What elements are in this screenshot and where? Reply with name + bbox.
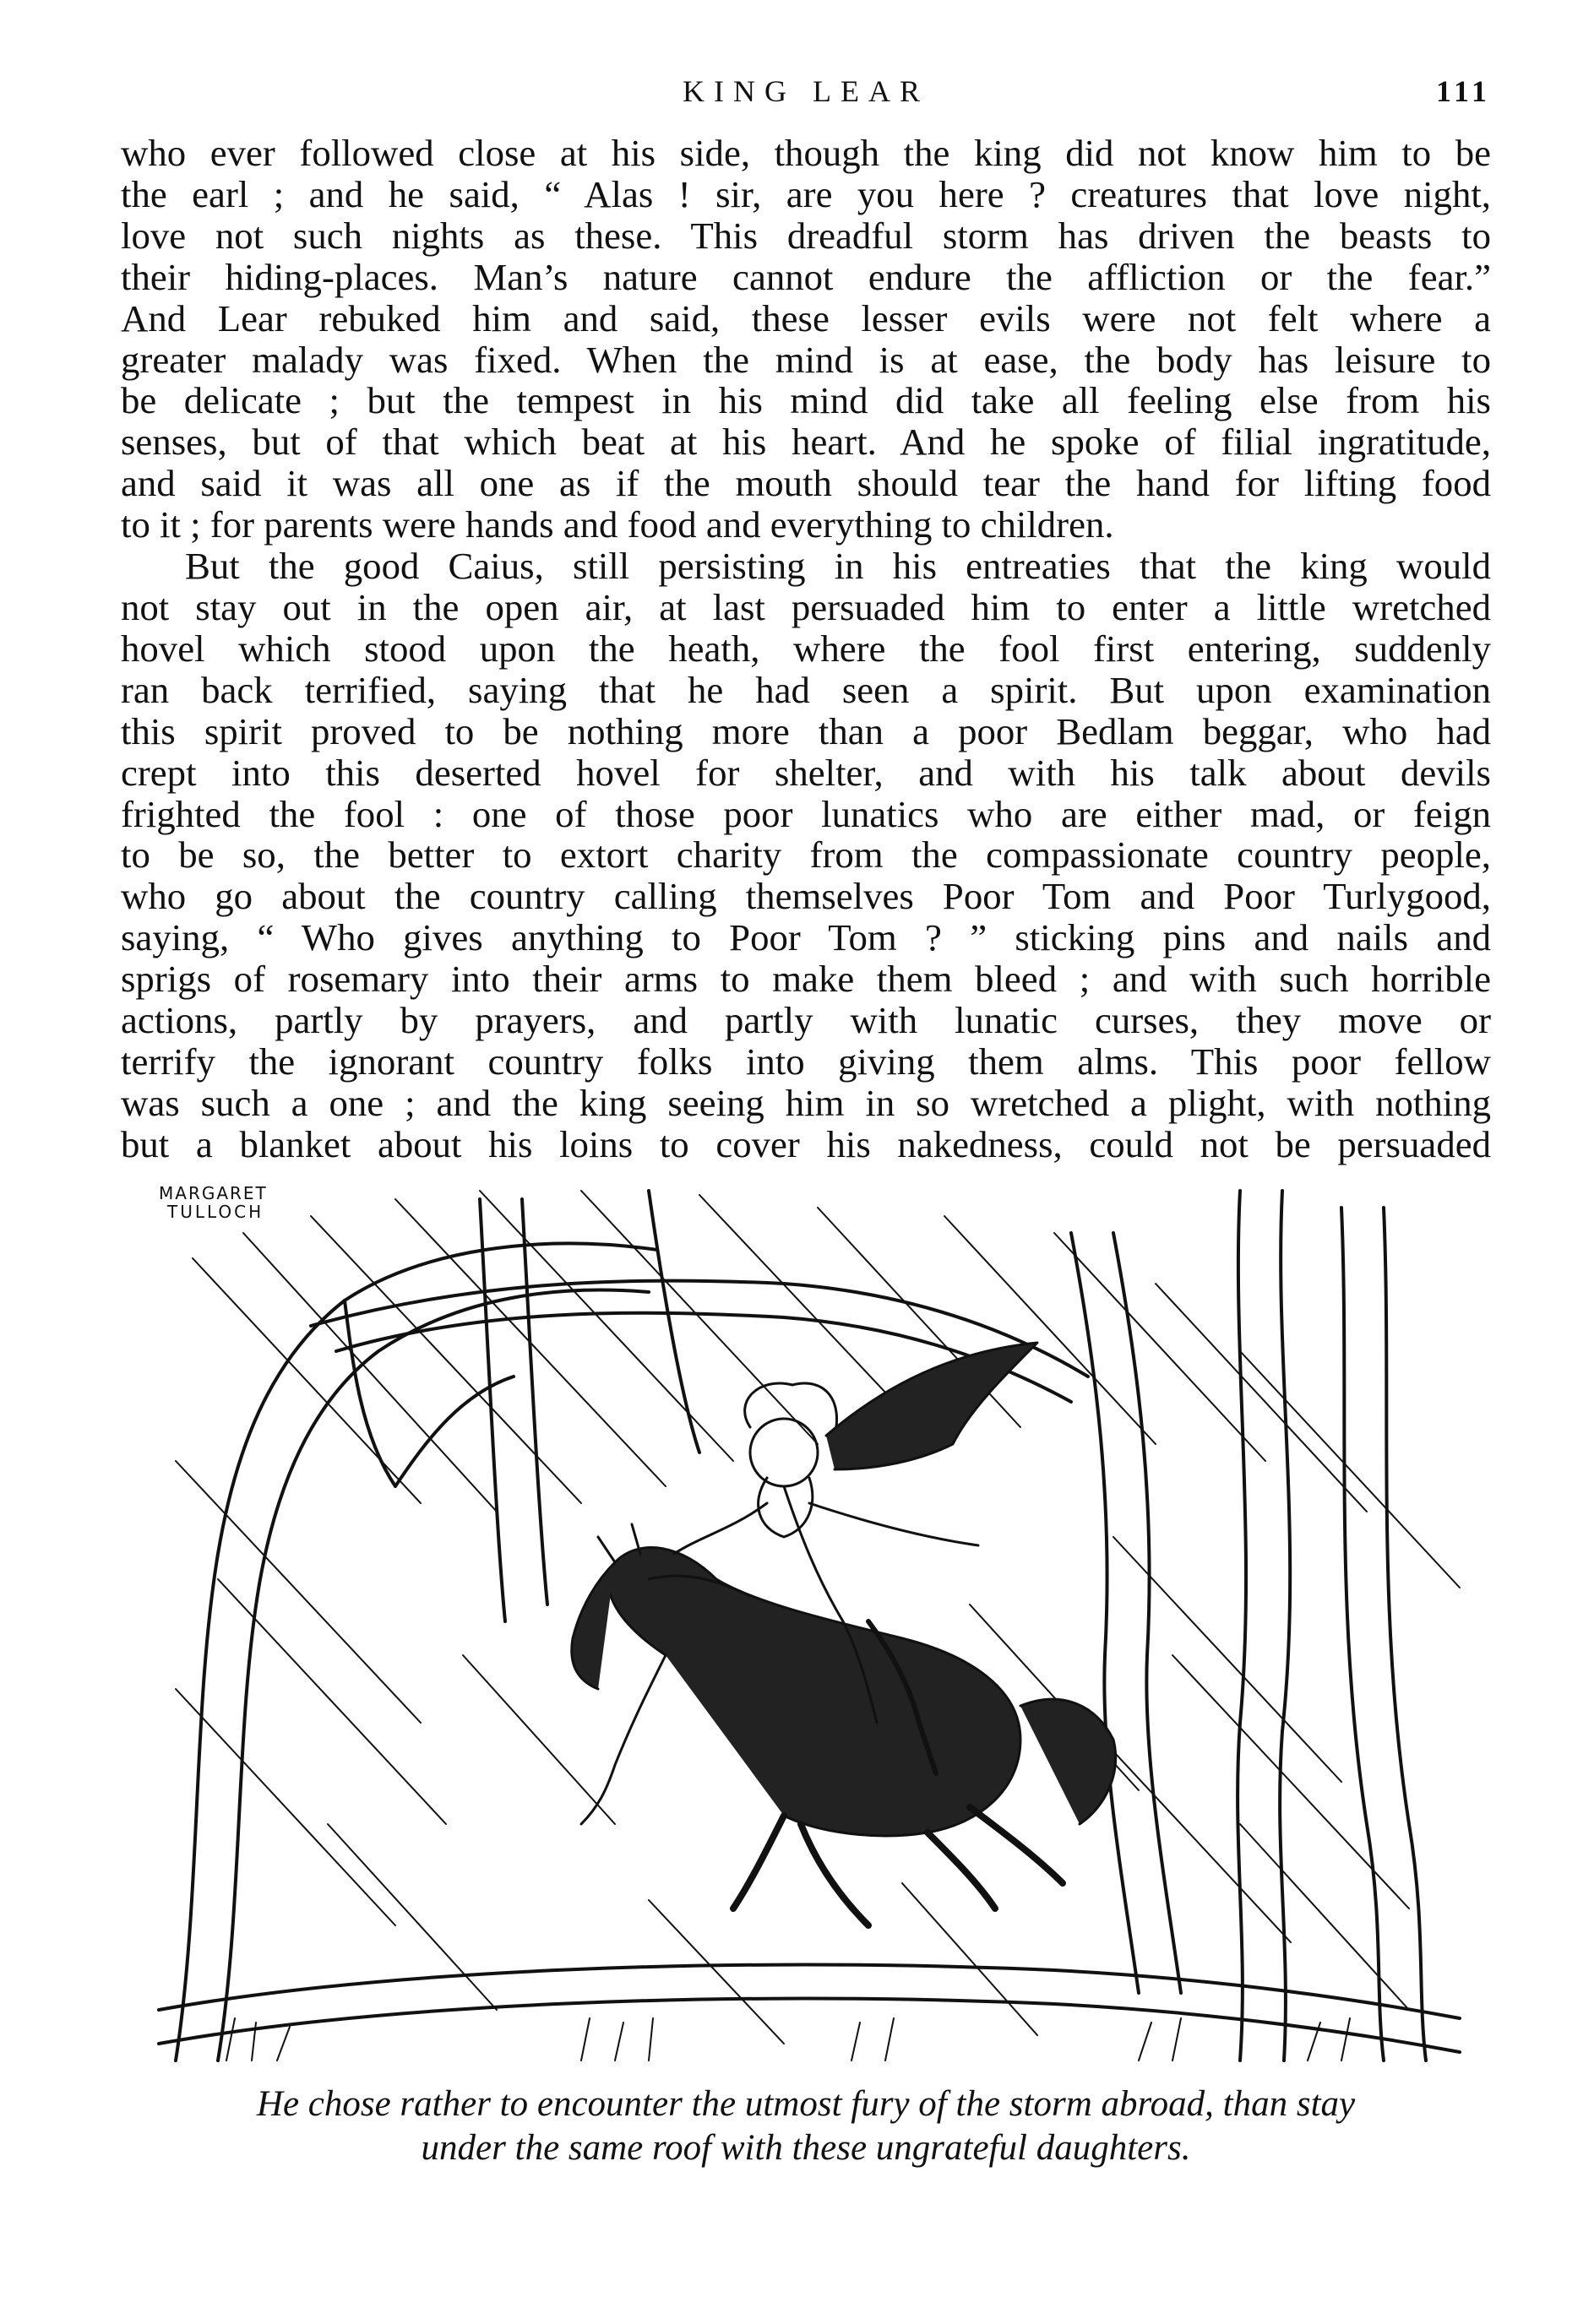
page-header xyxy=(121,74,1491,117)
text-line: terrify the ignorant country folks into giving them alms. This poor fellow xyxy=(121,1040,1491,1083)
text-line: be delicate ; but the tempest in his mind did take all feeling else from his xyxy=(121,379,1491,422)
text-line: their hiding-places. Man’s nature cannot endure the affliction or the fear.” xyxy=(121,255,1491,298)
lear-on-horse-drawing xyxy=(142,1182,1477,2065)
illustration-caption xyxy=(121,2082,1491,2170)
text-line: to it ; for parents were hands and food and everything to children. xyxy=(121,503,1114,546)
caption-line: under the same roof with these ungrateful daughters. xyxy=(421,2128,1191,2168)
text-line: who go about the country calling themselves Poor Tom and Poor Turlygood, xyxy=(121,875,1491,918)
text-line: senses, but of that which beat at his heart. And he spoke of filial ingratitude, xyxy=(121,421,1491,464)
text-line: who ever followed close at his side, though the king did not know him to be xyxy=(121,132,1491,174)
artist-signature xyxy=(159,1183,268,1222)
text-line: ran back terrified, saying that he had seen a spirit. But upon examination xyxy=(121,668,1491,711)
svg-text:MARGARET: MARGARET xyxy=(159,1183,268,1203)
text-line: this spirit proved to be nothing more than a poor Bedlam beggar, who had xyxy=(121,709,1491,752)
text-line: but a blanket about his loins to cover his nakedness, could not be persuaded xyxy=(121,1122,1491,1165)
text-line: crept into this deserted hovel for shelter, and with his talk about devils xyxy=(121,751,1491,794)
text-line: sprigs of rosemary into their arms to make them bleed ; and with such horrible xyxy=(121,958,1491,1001)
text-line: saying, “ Who gives anything to Poor Tom ? ” sticking pins and nails and xyxy=(121,916,1491,959)
text-line: the earl ; and he said, “ Alas ! sir, are you here ? creatures that love night, xyxy=(121,172,1491,215)
text-line: love not such nights as these. This dreadful storm has driven the beasts to xyxy=(121,214,1491,257)
caption-line: He chose rather to encounter the utmost fury of the storm abroad, than stay xyxy=(256,2084,1356,2124)
text-line: not stay out in the open air, at last persuaded him to enter a little wretched xyxy=(121,585,1491,628)
text-line: to be so, the better to extort charity from the compassionate country people, xyxy=(121,833,1491,877)
paragraph-2 xyxy=(121,546,1491,1165)
svg-text:TULLOCH: TULLOCH xyxy=(167,1202,264,1222)
running-title: KING LEAR xyxy=(683,74,929,108)
storm-illustration xyxy=(142,1182,1477,2065)
text-line: and said it was all one as if the mouth should tear the hand for lifting food xyxy=(121,462,1491,505)
grass xyxy=(226,2018,1350,2061)
horse xyxy=(572,1524,1116,1925)
text-line: frighted the fool : one of those poor lunatics who are either mad, or feign xyxy=(121,792,1491,835)
body-text xyxy=(121,133,1491,1165)
page-number: 111 xyxy=(1435,74,1491,108)
text-line: actions, partly by prayers, and partly with lunatic curses, they move or xyxy=(121,999,1491,1042)
text-line: greater malady was fixed. When the mind is at ease, the body has leisure to xyxy=(121,338,1491,381)
text-line: was such a one ; and the king seeing him in so wretched a plight, with nothing xyxy=(121,1081,1491,1124)
text-line: But the good Caius, still persisting in his entreaties that the king would xyxy=(185,545,1491,588)
paragraph-1 xyxy=(121,133,1491,546)
text-line: And Lear rebuked him and said, these lesser evils were not felt where a xyxy=(121,296,1491,339)
text-line: hovel which stood upon the heath, where the fool first entering, suddenly xyxy=(121,627,1491,670)
